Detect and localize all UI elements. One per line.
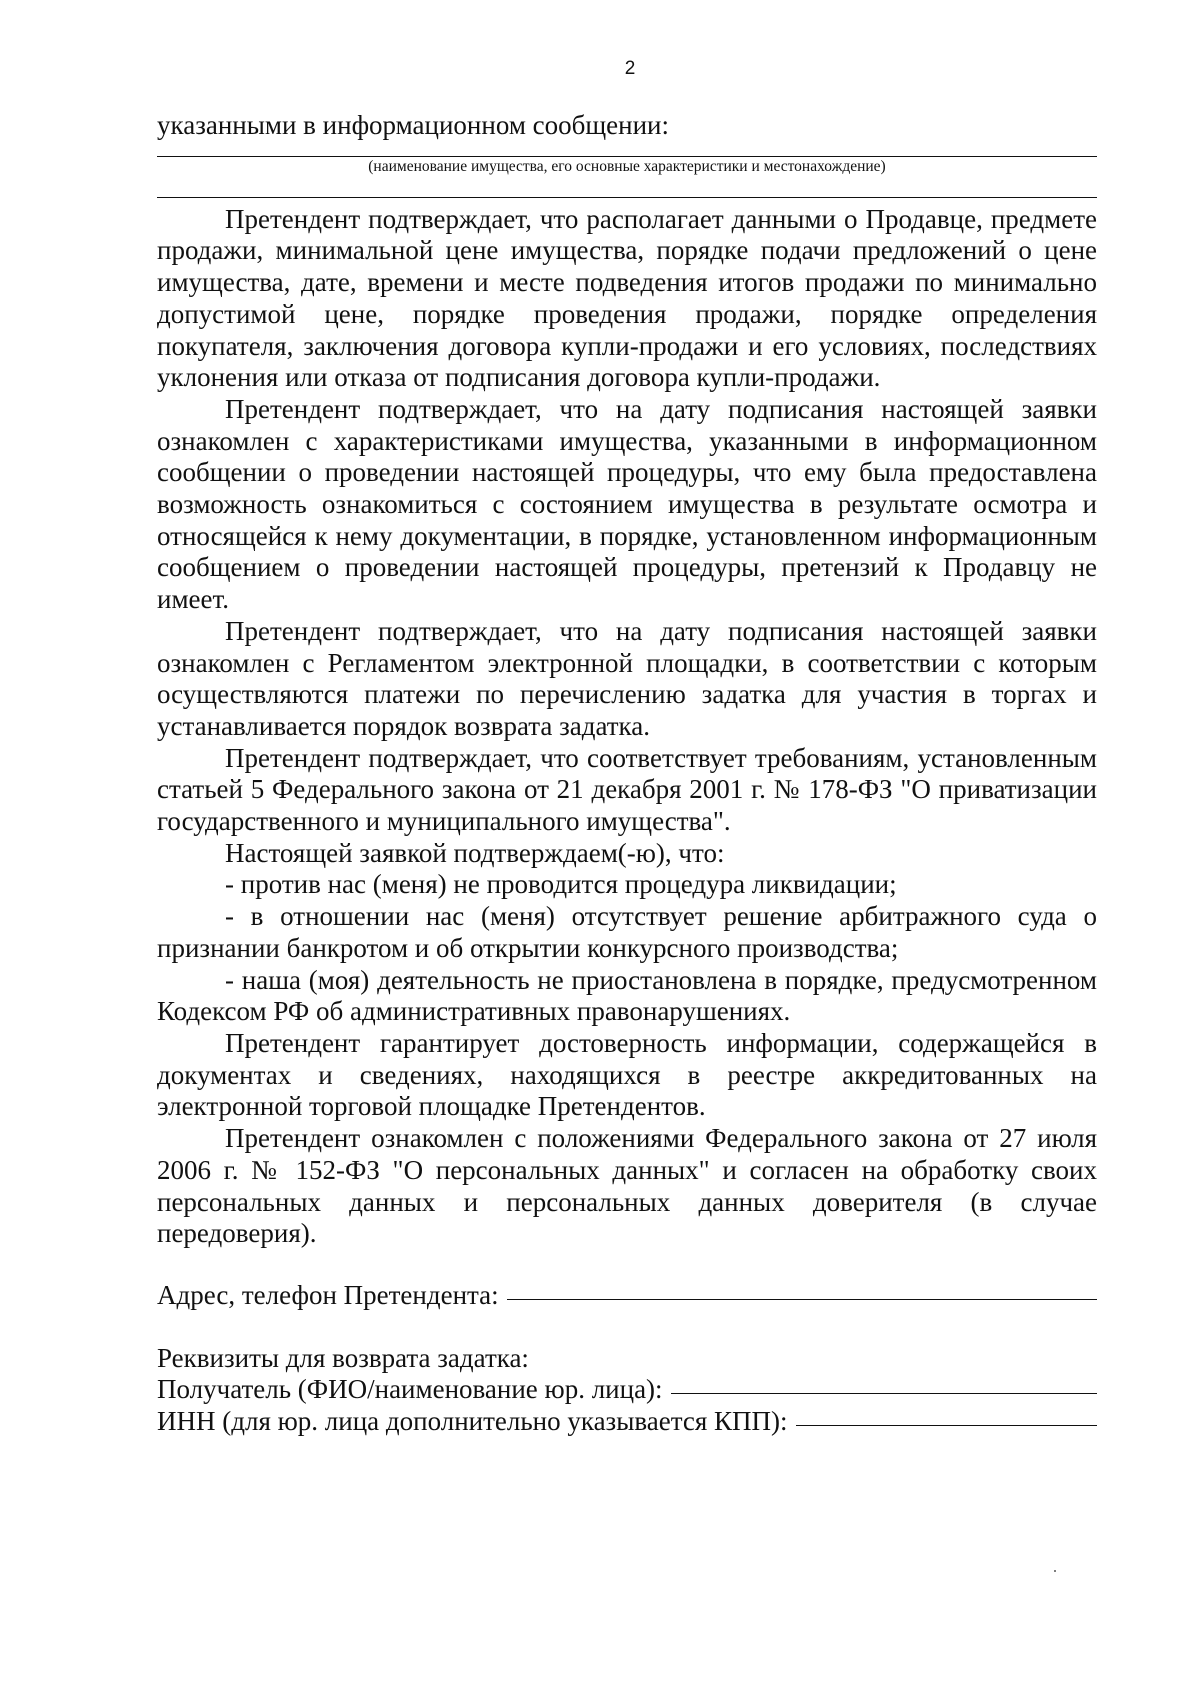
property-description-line: [157, 156, 1097, 157]
list-item-no-liquidation: - против нас (меня) не проводится процедура ликвидации;: [225, 869, 897, 900]
scan-speck: [1054, 1570, 1056, 1572]
document-body: [157, 110, 1097, 1438]
paragraph-confirmation-intro: Настоящей заявкой подтверждаем(-ю), что:: [225, 837, 725, 868]
list-item-no-bankruptcy: - в отношении нас (меня) отсутствует решение арбитражного суда о признании банкротом и об открытии конкурсного производства;: [157, 901, 1097, 963]
address-field[interactable]: [157, 1280, 1097, 1312]
paragraph-property-acquainted: Претендент подтверждает, что на дату подписания настоящей заявки ознакомлен с характеристиками имущества, указанными в информационном сообщении о проведении настоящей процедуры, что ему была предоставлена возможность ознакомиться с состоянием имущества в результате осмотра и относящейся к нему документации, в порядке, установленном информационным сообщением о проведении настоящей процедуры, претензий к Продавцу не имеет.: [157, 393, 1097, 615]
paragraph-reliability-guarantee: Претендент гарантирует достоверность информации, содержащейся в документах и сведениях, находящихся в реестре аккредитованных на электронной торговой площадке Претендентов.: [157, 1027, 1097, 1122]
property-description-line-2: [157, 197, 1097, 198]
inn-blank-line[interactable]: [796, 1425, 1097, 1426]
address-blank-line[interactable]: [507, 1299, 1097, 1300]
paragraph-personal-data-consent: Претендент ознакомлен с положениями Федерального закона от 27 июля 2006 г. № 152-ФЗ "О персональных данных" и согласен на обработку своих персональных данных и персональных данных доверителя (в случае передоверия).: [157, 1123, 1097, 1249]
refund-heading: Реквизиты для возврата задатка:: [157, 1342, 529, 1373]
paragraph-law-compliance: Претендент подтверждает, что соответствует требованиям, установленным статьей 5 Федерального закона от 21 декабря 2001 г. № 178-ФЗ "О приватизации государственного и муниципального имущества".: [157, 742, 1097, 837]
inn-field[interactable]: [157, 1406, 1097, 1438]
list-item-not-suspended: - наша (моя) деятельность не приостановлена в порядке, предусмотренном Кодексом РФ об административных правонарушениях.: [157, 964, 1097, 1027]
recipient-field[interactable]: [157, 1374, 1097, 1406]
recipient-blank-line[interactable]: [671, 1393, 1097, 1394]
recipient-label: Получатель (ФИО/наименование юр. лица):: [157, 1374, 663, 1405]
address-label: Адрес, телефон Претендента:: [157, 1279, 499, 1310]
inn-label: ИНН (для юр. лица дополнительно указывается КПП):: [157, 1406, 788, 1437]
refund-heading-row: [157, 1343, 1097, 1375]
intro-line: указанными в информационном сообщении:: [157, 110, 669, 140]
paragraph-seller-info: Претендент подтверждает, что располагает данными о Продавце, предмете продажи, минимальной цене имущества, порядке подачи предложений о цене имущества, дате, времени и месте подведения итогов продажи по минимально допустимой цене, порядке проведения продажи, порядке определения покупателя, заключения договора купли-продажи и его условиях, последствиях уклонения или отказа от подписания договора купли-продажи.: [157, 203, 1097, 393]
page-number: 2: [624, 58, 636, 79]
property-description-caption: (наименование имущества, его основные характеристики и местонахождение): [368, 157, 886, 175]
paragraph-platform-regulations: Претендент подтверждает, что на дату подписания настоящей заявки ознакомлен с Регламентом электронной площадки, в соответствии с которым осуществляются платежи по перечислению задатка для участия в торгах и устанавливается порядок возврата задатка.: [157, 615, 1097, 741]
applicant-fields: [157, 1280, 1097, 1438]
